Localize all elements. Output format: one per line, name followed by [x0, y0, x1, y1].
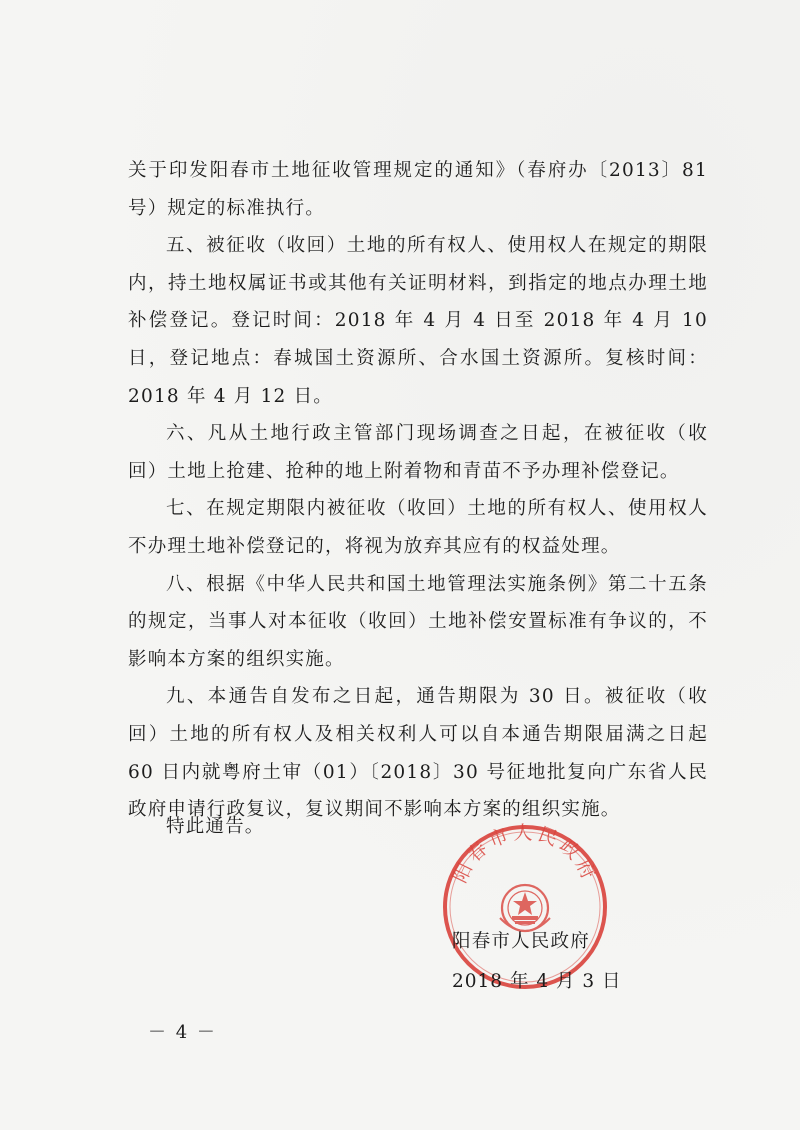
document-body: [128, 152, 708, 829]
seal-text: 阳春市人民政府: [448, 822, 602, 887]
national-emblem-icon: [500, 885, 550, 931]
issue-date: 2018 年 4 月 3 日: [452, 971, 622, 992]
closing-statement: 特此通告。: [166, 816, 265, 837]
paragraph-item-7: 七、在规定期限内被征收（收回）土地的所有权人、使用权人不办理土地补偿登记的，将视为放弃其应有的权益处理。: [128, 498, 708, 557]
paragraph-item-9: 九、本通告自发布之日起，通告期限为 30 日。被征收（收回）土地的所有权人及相关权利人可以自本通告期限届满之日起 60 日内就粤府土审（01）〔2018〕30 号征地批复向广东省人民政府申请行政复议，复议期间不影响本方案的组织实施。: [128, 686, 708, 821]
page-number: － 4 －: [148, 1022, 217, 1043]
paragraph-item-5: 五、被征收（收回）土地的所有权人、使用权人在规定的期限内，持土地权属证书或其他有关证明材料，到指定的地点办理土地补偿登记。登记时间：2018 年 4 月 4 日至 2018 年 4 月 10 日，登记地点：春城国土资源所、合水国土资源所。复核时间：2018 年 4 月 12 日。: [128, 235, 708, 407]
paragraph-item-8: 八、根据《中华人民共和国土地管理法实施条例》第二十五条的规定，当事人对本征收（收回）土地补偿安置标准有争议的，不影响本方案的组织实施。: [128, 573, 708, 670]
paragraph-item-6: 六、凡从土地行政主管部门现场调查之日起，在被征收（收回）土地上抢建、抢种的地上附着物和青苗不予办理补偿登记。: [128, 423, 708, 482]
signatory: 阳春市人民政府: [452, 931, 590, 952]
paragraph-continuation: 关于印发阳春市土地征收管理规定的通知》（春府办〔2013〕81号）规定的标准执行。: [128, 160, 708, 219]
